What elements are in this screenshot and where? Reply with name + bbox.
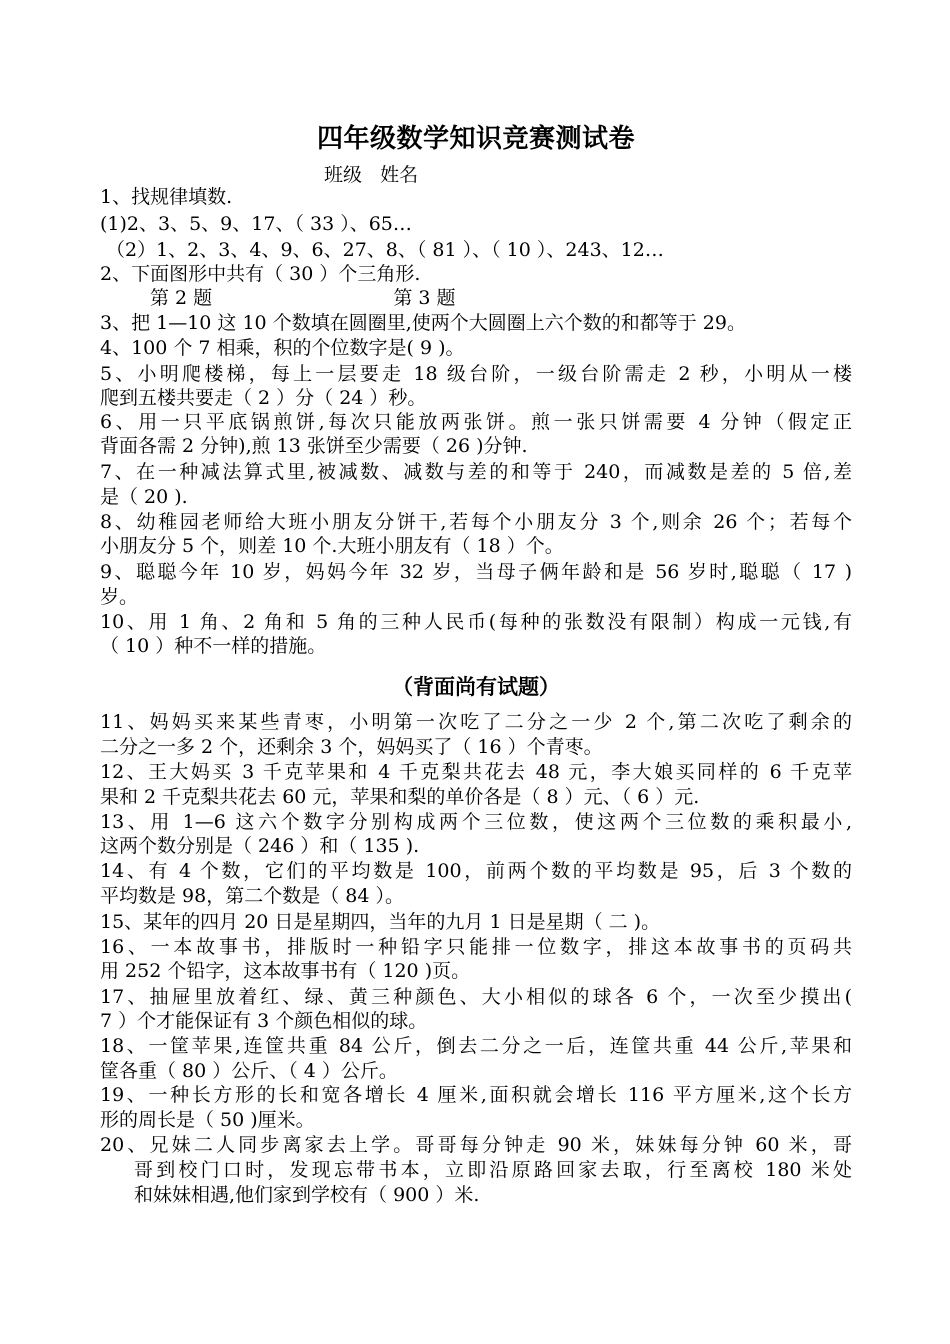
- figure-captions: 第 2 题 第 3 题: [150, 287, 456, 309]
- question-1: 1、找规律填数.: [100, 186, 233, 208]
- question-17-line-2: 7 ）个才能保证有 3 个颜色相似的球。: [100, 1010, 428, 1032]
- question-17-line-1: 17、抽屉里放着红、绿、黄三种颜色、大小相似的球各 6 个，一次至少摸出(: [100, 986, 852, 1008]
- question-13-line-1: 13、用 1—6 这六个数字分别构成两个三位数，使这两个三位数的乘积最小,: [100, 811, 852, 833]
- question-1-part-2: （2）1、2、3、4、9、6、27、8、（ 81 ）、（ 10 ）、243、12…: [106, 239, 664, 261]
- question-8-line-2: 小朋友分 5 个，则差 10 个.大班小朋友有（ 18 ）个。: [100, 535, 564, 557]
- question-20-line-1: 20、兄妹二人同步离家去上学。哥哥每分钟走 90 米，妹妹每分钟 60 米，哥: [100, 1134, 852, 1156]
- question-12-line-1: 12、王大妈买 3 千克苹果和 4 千克梨共花去 48 元，李大娘买同样的 6 千克苹: [100, 761, 852, 783]
- question-7-line-1: 7、在一种减法算式里,被减数、减数与差的和等于 240，而减数是差的 5 倍,差: [100, 461, 852, 483]
- question-18-line-1: 18、一筐苹果,连筐共重 84 公斤，倒去二分之一后，连筐共重 44 公斤,苹果和: [100, 1035, 852, 1057]
- question-12-line-2: 果和 2 千克梨共花去 60 元，苹果和梨的单价各是（ 8 ）元、（ 6 ）元.: [100, 786, 700, 808]
- question-20-line-3: 和妹妹相遇,他们家到学校有（ 900 ）米.: [134, 1184, 480, 1206]
- question-9-line-1: 9、聪聪今年 10 岁，妈妈今年 32 岁，当母子俩年龄和是 56 岁时,聪聪（ 17 ): [100, 561, 852, 583]
- question-20-line-2: 哥到校门口时，发现忘带书本，立即沿原路回家去取，行至离校 180 米处: [134, 1159, 852, 1181]
- question-5-line-2: 爬到五楼共要走（ 2 ）分（ 24 ）秒。: [100, 387, 427, 409]
- question-16-line-2: 用 252 个铅字，这本故事书有（ 120 )页。: [100, 960, 471, 982]
- question-18-line-2: 筐各重（ 80 ）公斤、（ 4 ）公斤。: [100, 1060, 398, 1082]
- question-4: 4、100 个 7 相乘，积的个位数字是( 9 )。: [100, 337, 465, 359]
- question-19-line-2: 形的周长是（ 50 )厘米。: [100, 1109, 315, 1131]
- class-name-fields: 班级 姓名: [324, 164, 419, 186]
- back-side-note: （背面尚有试题）: [392, 674, 560, 699]
- question-19-line-1: 19、一种长方形的长和宽各增长 4 厘米,面积就会增长 116 平方厘米,这个长方: [100, 1084, 852, 1106]
- question-2: 2、下面图形中共有（ 30 ）个三角形.: [100, 263, 421, 285]
- question-15: 15、某年的四月 20 日是星期四，当年的九月 1 日是星期（ 二 )。: [100, 911, 661, 933]
- question-14-line-1: 14、有 4 个数，它们的平均数是 100，前两个数的平均数是 95，后 3 个数的: [100, 860, 852, 882]
- question-13-line-2: 这两个数分别是（ 246 ）和（ 135 ).: [100, 835, 420, 857]
- question-16-line-1: 16、一本故事书，排版时一种铅字只能排一位数字，排这本故事书的页码共: [100, 936, 852, 958]
- question-10-line-2: （ 10 ）种不一样的措施。: [100, 635, 327, 657]
- question-1-part-1: (1)2、3、5、9、17、（ 33 ）、65…: [100, 213, 412, 235]
- question-5-line-1: 5、小明爬楼梯，每上一层要走 18 级台阶，一级台阶需走 2 秒，小明从一楼: [100, 363, 852, 385]
- question-10-line-1: 10、用 1 角、2 角和 5 角的三种人民币(每种的张数没有限制）构成一元钱,有: [100, 611, 852, 633]
- question-8-line-1: 8、幼稚园老师给大班小朋友分饼干,若每个小朋友分 3 个,则余 26 个；若每个: [100, 511, 852, 533]
- question-6-line-1: 6、用一只平底锅煎饼,每次只能放两张饼。煎一张只饼需要 4 分钟（假定正: [100, 411, 852, 433]
- question-7-line-2: 是（ 20 ).: [100, 486, 188, 508]
- question-9-line-2: 岁。: [100, 586, 139, 608]
- question-11-line-2: 二分之一多 2 个，还剩余 3 个，妈妈买了（ 16 ）个青枣。: [100, 736, 603, 758]
- question-14-line-2: 平均数是 98，第二个数是（ 84 ）。: [100, 885, 404, 907]
- page-title: 四年级数学知识竞赛测试卷: [316, 124, 635, 154]
- question-11-line-1: 11、妈妈买来某些青枣，小明第一次吃了二分之一少 2 个,第二次吃了剩余的: [100, 711, 852, 733]
- question-6-line-2: 背面各需 2 分钟),煎 13 张饼至少需要（ 26 )分钟.: [100, 435, 528, 457]
- question-3: 3、把 1—10 这 10 个数填在圆圈里,使两个大圆圈上六个数的和都等于 29。: [100, 312, 746, 334]
